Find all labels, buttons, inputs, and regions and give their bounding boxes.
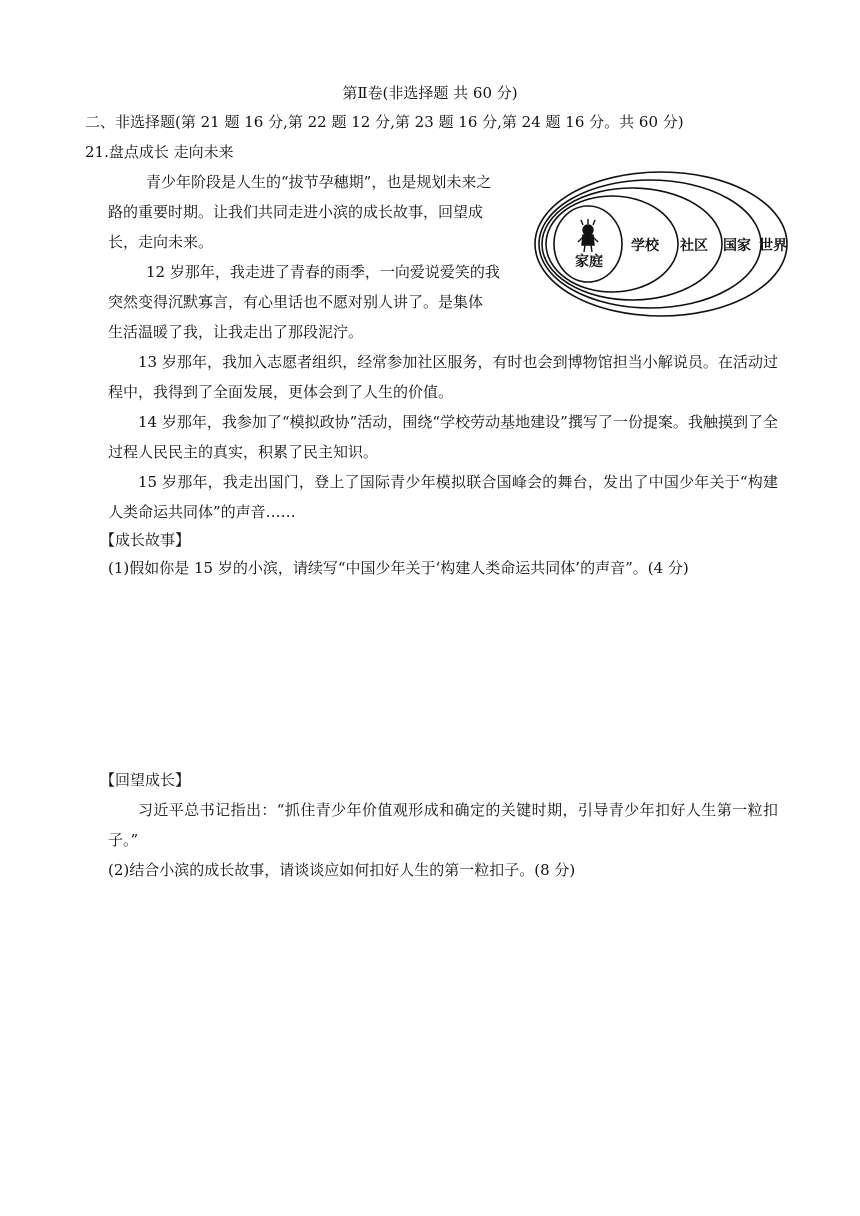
age12-line-2: 突然变得沉默寡言，有心里话也不愿对别人讲了。是集体: [108, 293, 484, 311]
age12-line-1: 12 岁那年，我走进了青春的雨季，一向爱说爱笑的我: [146, 263, 500, 281]
part-heading: 二、非选择题(第 21 题 16 分,第 22 题 12 分,第 23 题 16 分,第 24 题 16 分。共 60 分): [85, 113, 684, 131]
story-heading: 【成长故事】: [100, 531, 191, 549]
section-title: 第Ⅱ卷(非选择题 共 60 分): [342, 84, 518, 102]
age13-paragraph: 13 岁那年，我加入志愿者组织，经常参加社区服务，有时也会到博物馆担当小解说员。在活动过程中，我得到了全面发展，更体会到了人生的价值。: [108, 353, 778, 401]
age14-paragraph: 14 岁那年，我参加了“模拟政协”活动，围绕“学校劳动基地建设”撰写了一份提案。我触摸到了全过程人民民主的真实，积累了民主知识。: [108, 413, 778, 461]
quote-paragraph: 习近平总书记指出：“抓住青少年价值观形成和确定的关键时期，引导青少年扣好人生第一粒扣子。”: [108, 801, 778, 849]
sub-question-2: (2)结合小滨的成长故事，请谈谈应如何扣好人生的第一粒扣子。(8 分): [108, 861, 576, 879]
diagram-label-world: 世界: [759, 238, 787, 254]
concentric-circles-diagram: [532, 168, 790, 320]
review-heading: 【回望成长】: [100, 771, 191, 789]
question-21-title: 21.盘点成长 走向未来: [85, 143, 234, 161]
diagram-label-country: 国家: [723, 238, 751, 254]
sub-question-1: (1)假如你是 15 岁的小滨，请续写“中国少年关于‘构建人类命运共同体’的声音”。(4 分): [108, 559, 689, 577]
child-figure-icon: [578, 219, 598, 252]
diagram-label-family: 家庭: [575, 254, 603, 270]
intro-line-3: 长，走向未来。: [108, 233, 214, 251]
diagram-label-school: 学校: [631, 238, 659, 254]
intro-line-1: 青少年阶段是人生的“拔节孕穗期”，也是规划未来之: [146, 173, 492, 191]
age12-line-3: 生活温暖了我，让我走出了那段泥泞。: [108, 323, 364, 341]
age15-paragraph: 15 岁那年，我走出国门，登上了国际青少年模拟联合国峰会的舞台，发出了中国少年关于“构建人类命运共同体”的声音……: [108, 473, 778, 521]
intro-line-2: 路的重要时期。让我们共同走进小滨的成长故事，回望成: [108, 203, 484, 221]
diagram-label-community: 社区: [680, 238, 708, 254]
